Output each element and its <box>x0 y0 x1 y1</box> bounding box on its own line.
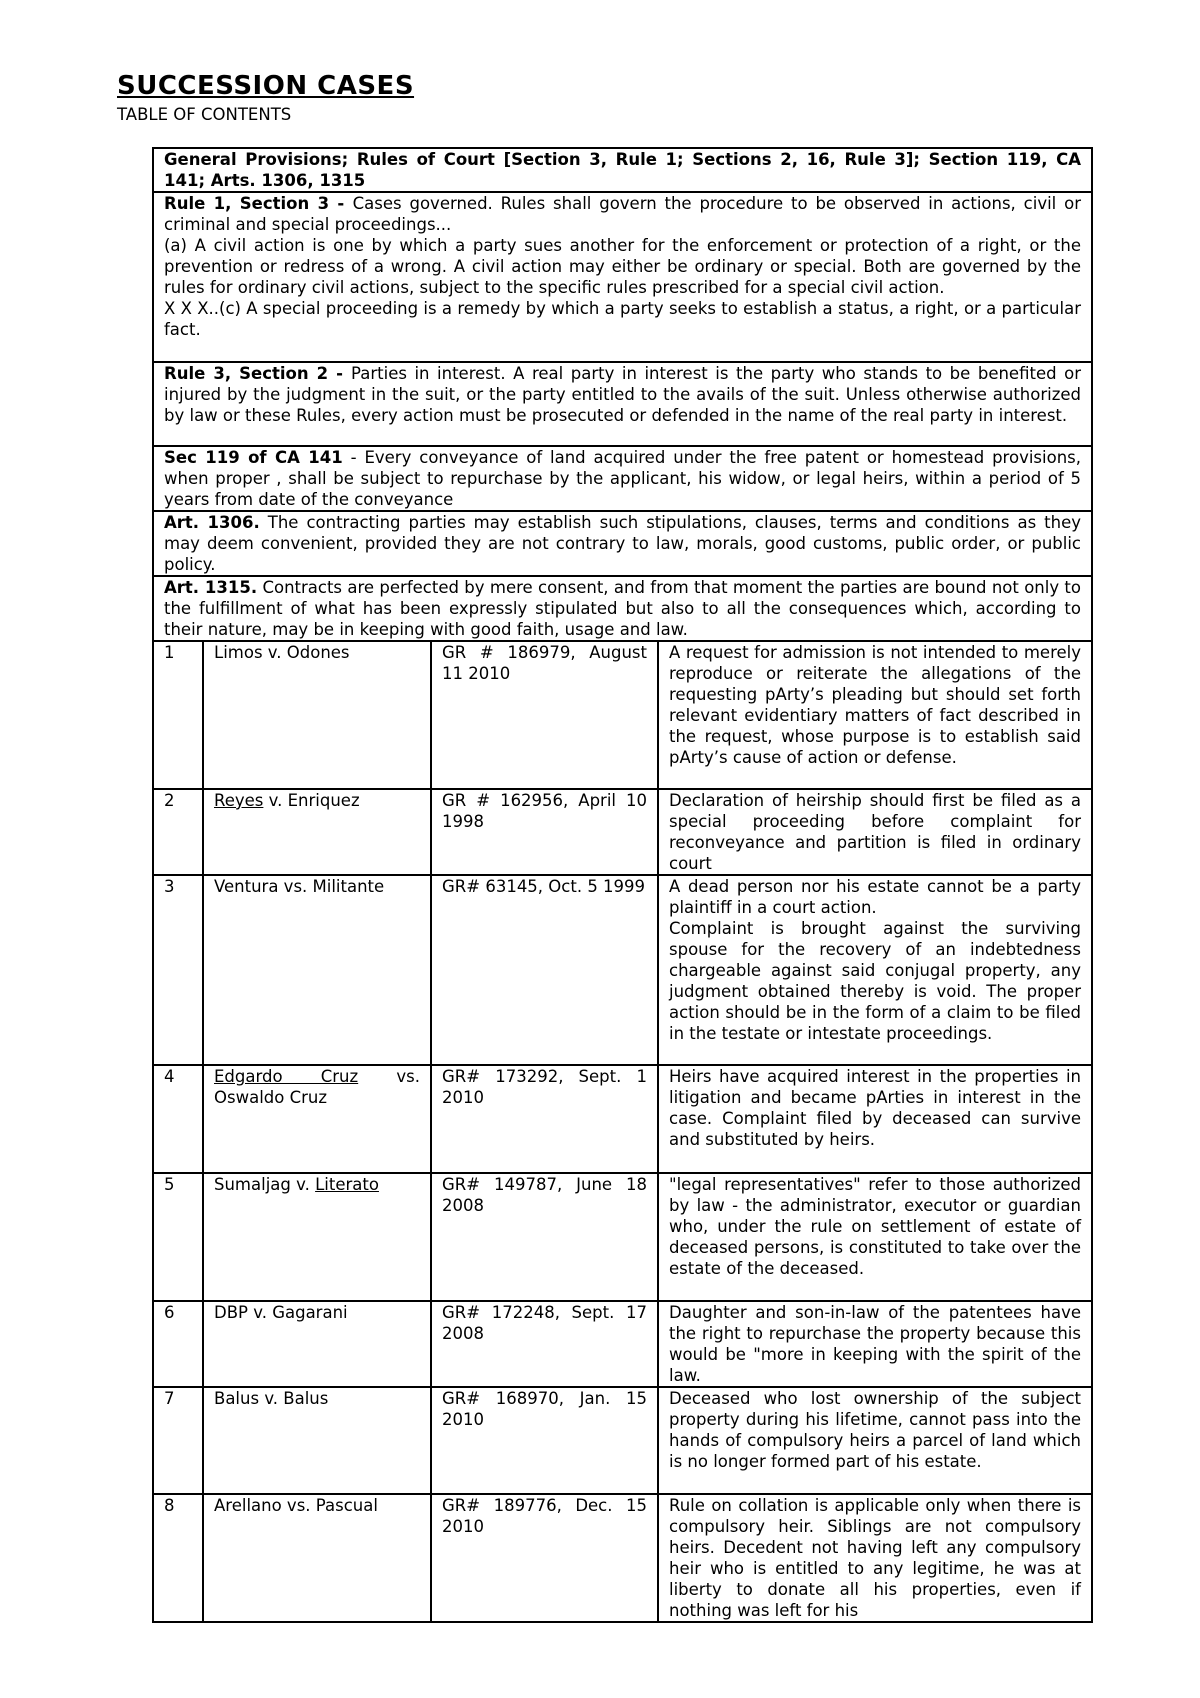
provision-cell <box>153 446 1092 511</box>
case-gr-number: GR # 186979, August 11 2010 <box>431 641 658 789</box>
provisions-header: General Provisions; Rules of Court [Section 3, Rule 1; Sections 2, 16, Rule 3]; Section 119, CA 141; Arts. 1306, 1315 <box>153 148 1092 192</box>
case-gr-number: GR# 189776, Dec. 15 2010 <box>431 1494 658 1622</box>
provision-cell <box>153 362 1092 446</box>
case-number: 1 <box>153 641 203 789</box>
case-summary <box>658 875 1092 1065</box>
case-summary: Daughter and son-in-law of the patentees have the right to repurchase the property because this would be "more in keeping with the spirit of the law. <box>658 1301 1092 1387</box>
case-summary: A request for admission is not intended to merely reproduce or reiterate the allegations of the requesting pArty’s pleading but should set forth relevant evidentiary matters of fact described in the request, whose purpose is to establish said pArty’s cause of action or defense. <box>658 641 1092 789</box>
document-subtitle: TABLE OF CONTENTS <box>117 105 292 124</box>
case-number: 3 <box>153 875 203 1065</box>
case-name: Balus v. Balus <box>203 1387 431 1494</box>
case-number: 2 <box>153 789 203 875</box>
case-name <box>203 789 431 875</box>
provision-label: Art. 1315. <box>164 578 258 597</box>
provisions-header-row <box>153 148 1092 192</box>
provision-text: Parties in interest. A real party in interest is the party who stands to be benefited or injured by the judgment in the suit, or the party entitled to the avails of the suit. Unless otherwise authorized by law or these Rules, every action must be prosecuted or defended in the name of the real party in interest. <box>164 364 1081 425</box>
case-row <box>153 1301 1092 1387</box>
provision-text: - Every conveyance of land acquired under the free patent or homestead provisions, when proper , shall be subject to repurchase by the applicant, his widow, or legal heirs, within a period of 5 years from date of the conveyance <box>164 448 1081 509</box>
case-row <box>153 1173 1092 1301</box>
case-number: 7 <box>153 1387 203 1494</box>
provision-cell <box>153 511 1092 576</box>
case-name: Arellano vs. Pascual <box>203 1494 431 1622</box>
case-number: 8 <box>153 1494 203 1622</box>
case-summary: Declaration of heirship should first be filed as a special proceeding before complaint for reconveyance and partition is filed in ordinary court <box>658 789 1092 875</box>
contents-table <box>152 147 1093 1623</box>
case-row <box>153 1065 1092 1173</box>
provision-label: Sec 119 of CA 141 <box>164 448 343 467</box>
provision-label: Art. 1306. <box>164 513 260 532</box>
case-gr-number: GR# 172248, Sept. 17 2008 <box>431 1301 658 1387</box>
provision-cell <box>153 576 1092 641</box>
case-gr-number: GR# 173292, Sept. 1 2010 <box>431 1065 658 1173</box>
case-row <box>153 641 1092 789</box>
provision-text: Contracts are perfected by mere consent, and from that moment the parties are bound not only to the fulfillment of what has been expressly stipulated but also to all the consequences which, according to their nature, may be in keeping with good faith, usage and law. <box>164 578 1082 639</box>
case-name: DBP v. Gagarani <box>203 1301 431 1387</box>
provision-row <box>153 446 1092 511</box>
case-name-part: Sumaljag v. <box>214 1175 316 1194</box>
case-number: 5 <box>153 1173 203 1301</box>
case-summary: "legal representatives" refer to those authorized by law - the administrator, executor or guardian who, under the rule on settlement of estate of deceased persons, is constituted to take over the estate of the deceased. <box>658 1173 1092 1301</box>
case-summary: Heirs have acquired interest in the properties in litigation and became pArties in interest in the case. Complaint filed by deceased can survive and substituted by heirs. <box>658 1065 1092 1173</box>
provision-row <box>153 362 1092 446</box>
case-gr-number: GR# 168970, Jan. 15 2010 <box>431 1387 658 1494</box>
case-summary-text: A dead person nor his estate cannot be a party plaintiff in a court action. <box>669 877 1081 917</box>
provision-cell <box>153 192 1092 362</box>
case-name-part: Edgardo Cruz <box>214 1067 359 1086</box>
case-summary-text: Complaint is brought against the surviving spouse for the recovery of an indebtedness chargeable against said conjugal property, any judgment obtained thereby is void. The proper action should be in the form of a claim to be filed in the testate or intestate proceedings. <box>669 919 1081 1043</box>
provision-row <box>153 576 1092 641</box>
document-title: SUCCESSION CASES <box>117 71 415 101</box>
case-name-part: v. Enriquez <box>263 791 360 810</box>
provision-row <box>153 511 1092 576</box>
case-number: 6 <box>153 1301 203 1387</box>
case-gr-number: GR # 162956, April 10 1998 <box>431 789 658 875</box>
case-summary: Rule on collation is applicable only when there is compulsory heir. Siblings are not compulsory heirs. Decedent not having left any compulsory heir who is entitled to any legitime, he was at liberty to donate all his properties, even if nothing was left for his <box>658 1494 1092 1622</box>
case-number: 4 <box>153 1065 203 1173</box>
provision-row <box>153 192 1092 362</box>
case-name <box>203 1173 431 1301</box>
case-name <box>203 1065 431 1173</box>
provision-label: Rule 3, Section 2 - <box>164 364 352 383</box>
case-row <box>153 875 1092 1065</box>
case-row <box>153 1387 1092 1494</box>
provision-text: Cases governed. Rules shall govern the procedure to be observed in actions, civil or criminal and special proceedings... <box>164 194 1081 234</box>
case-row <box>153 789 1092 875</box>
case-gr-number: GR# 63145, Oct. 5 1999 <box>431 875 658 1065</box>
case-name: Ventura vs. Militante <box>203 875 431 1065</box>
case-row <box>153 1494 1092 1622</box>
case-name-part: Reyes <box>214 791 264 810</box>
case-name: Limos v. Odones <box>203 641 431 789</box>
case-name-part: Literato <box>315 1175 379 1194</box>
provision-text: The contracting parties may establish such stipulations, clauses, terms and conditions as they may deem convenient, provided they are not contrary to law, morals, good customs, public order, or public policy. <box>164 513 1082 574</box>
provision-text: (a) A civil action is one by which a party sues another for the enforcement or protection of a right, or the prevention or redress of a wrong. A civil action may either be ordinary or special. Both are governed by the rules for ordinary civil actions, subject to the specific rules prescribed for a special civil action. <box>164 236 1081 297</box>
case-gr-number: GR# 149787, June 18 2008 <box>431 1173 658 1301</box>
provision-label: Rule 1, Section 3 - <box>164 194 353 213</box>
case-summary: Deceased who lost ownership of the subject property during his lifetime, cannot pass into the hands of compulsory heirs a parcel of land which is no longer formed part of his estate. <box>658 1387 1092 1494</box>
case-name-part: vs. Oswaldo Cruz <box>214 1067 420 1107</box>
provision-text: X X X..(c) A special proceeding is a remedy by which a party seeks to establish a status, a right, or a particular fact. <box>164 299 1081 339</box>
